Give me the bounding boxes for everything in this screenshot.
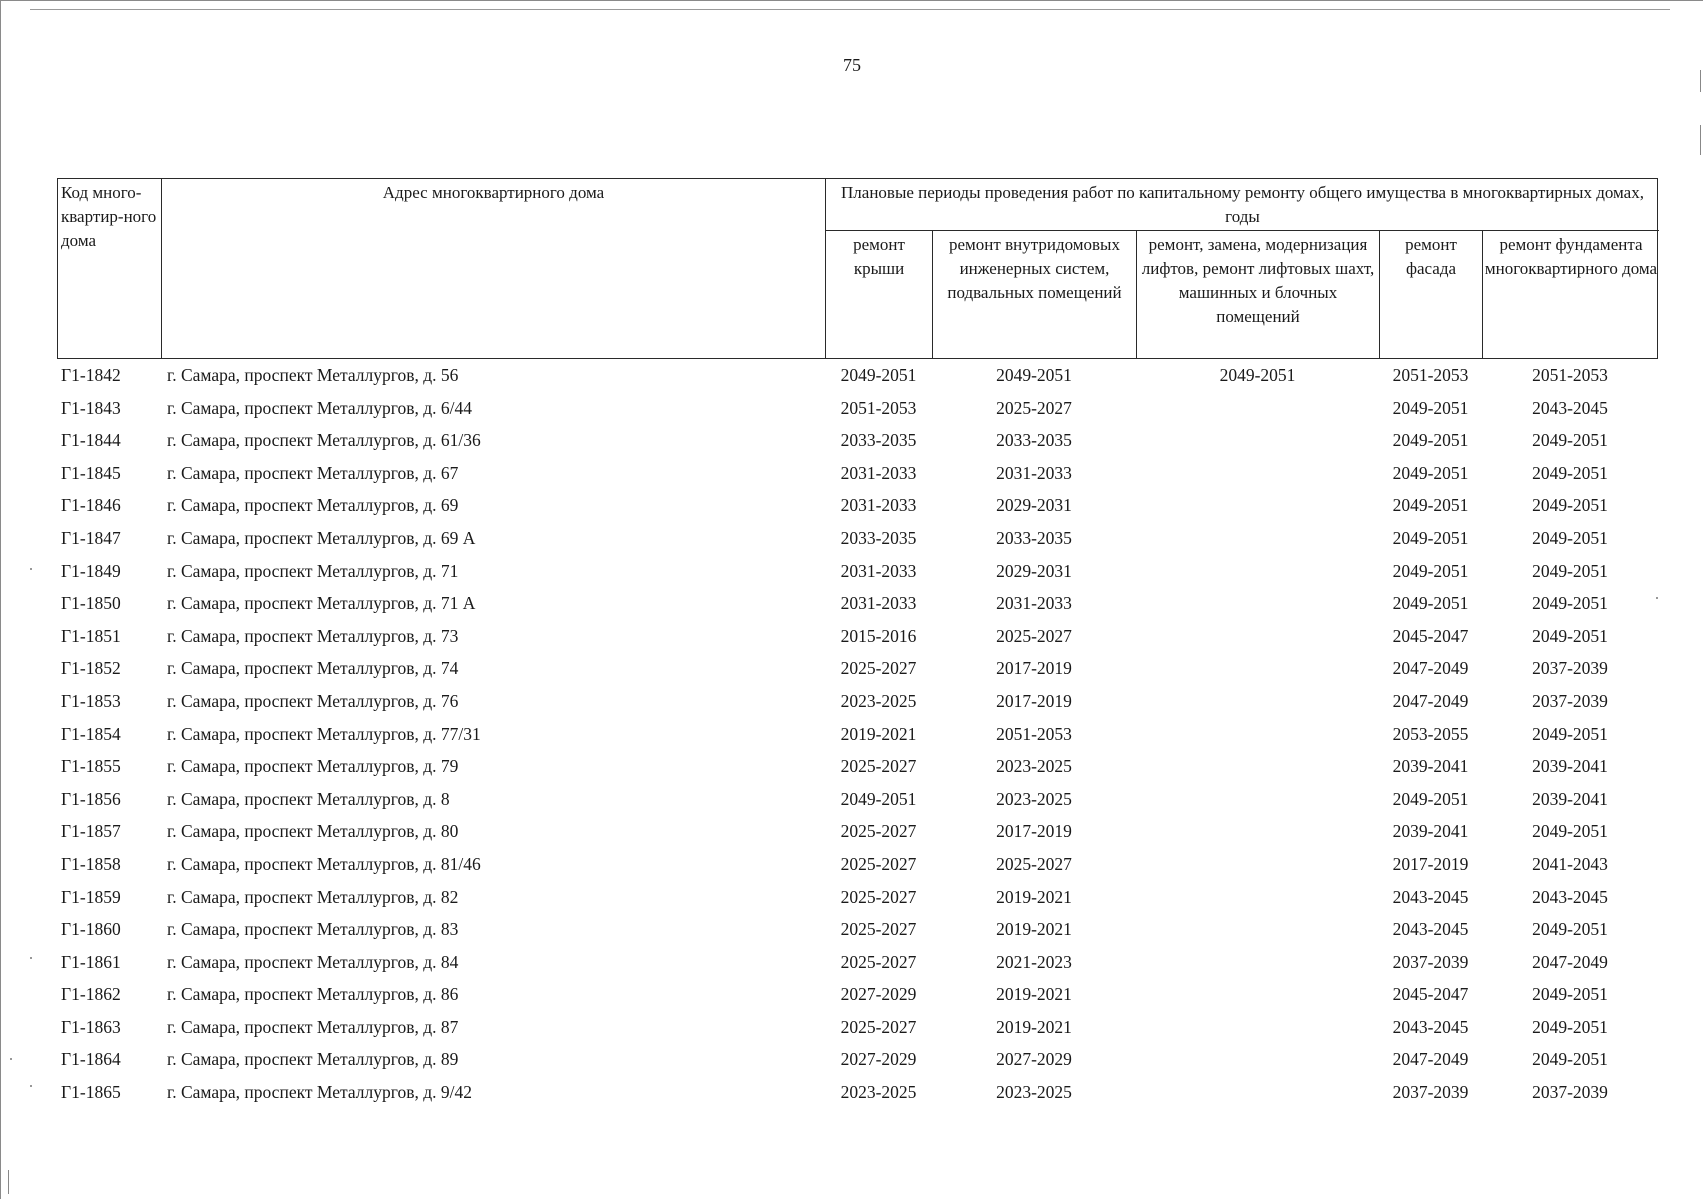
cell-code: Г1-1846 (61, 495, 121, 516)
header-lifts: ремонт, замена, модернизация лифтов, ремонт лифтовых шахт, машинных и блочных помещений (1137, 231, 1380, 358)
table-row (57, 815, 1658, 848)
cell-code: Г1-1865 (61, 1082, 121, 1103)
table-row (57, 652, 1658, 685)
cell-address: г. Самара, проспект Металлургов, д. 74 (167, 658, 459, 679)
cell-foundation: 2049-2051 (1532, 984, 1608, 1005)
cell-facade: 2049-2051 (1392, 560, 1469, 581)
cell-lifts (1136, 1043, 1379, 1076)
scan-speck (30, 957, 32, 959)
cell-roof: 2019-2021 (840, 723, 917, 744)
header-foundation: ремонт фундамента многоквартирного дома (1484, 235, 1658, 278)
cell-facade: 2053-2055 (1392, 723, 1469, 744)
cell-systems: 2025-2027 (996, 397, 1072, 418)
cell-code: Г1-1857 (61, 821, 121, 842)
top-scan-line (30, 9, 1670, 10)
cell-roof: 2025-2027 (840, 886, 917, 907)
cell-lifts (1136, 815, 1379, 848)
cell-address: г. Самара, проспект Металлургов, д. 71 (167, 560, 459, 581)
cell-lifts (1136, 392, 1379, 425)
cell-foundation: 2049-2051 (1532, 527, 1608, 548)
table-row (57, 978, 1658, 1011)
cell-foundation: 2037-2039 (1532, 1082, 1608, 1103)
cell-facade: 2043-2045 (1392, 1016, 1469, 1037)
cell-foundation: 2051-2053 (1532, 365, 1608, 385)
cell-foundation: 2039-2041 (1532, 788, 1608, 809)
cell-roof: 2025-2027 (840, 951, 917, 972)
table-row (57, 522, 1658, 555)
cell-code: Г1-1858 (61, 853, 121, 874)
header-code: Код много-квартир-ного дома (58, 179, 162, 358)
cell-code: Г1-1863 (61, 1016, 121, 1037)
cell-roof: 2049-2051 (840, 365, 917, 385)
cell-lifts (1136, 555, 1379, 588)
cell-roof: 2025-2027 (840, 756, 917, 777)
cell-systems: 2019-2021 (996, 919, 1072, 940)
table-row (57, 750, 1658, 783)
cell-address: г. Самара, проспект Металлургов, д. 6/44 (167, 397, 472, 418)
cell-facade: 2049-2051 (1392, 593, 1469, 614)
cell-roof: 2025-2027 (840, 821, 917, 842)
table-row (57, 1076, 1658, 1109)
table-row (57, 913, 1658, 946)
cell-address: г. Самара, проспект Металлургов, д. 71 А (167, 593, 476, 614)
cell-address: г. Самара, проспект Металлургов, д. 79 (167, 756, 459, 777)
cell-systems: 2017-2019 (996, 690, 1072, 711)
table-row (57, 424, 1658, 457)
scan-speck (10, 1058, 12, 1060)
cell-facade: 2047-2049 (1392, 658, 1469, 679)
cell-lifts (1136, 718, 1379, 751)
cell-lifts (1136, 685, 1379, 718)
cell-address: г. Самара, проспект Металлургов, д. 8 (167, 788, 450, 809)
cell-foundation: 2043-2045 (1532, 397, 1608, 418)
cell-facade: 2047-2049 (1392, 1049, 1469, 1070)
scan-speck (1656, 597, 1658, 599)
cell-foundation: 2049-2051 (1532, 430, 1608, 451)
cell-foundation: 2049-2051 (1532, 821, 1608, 842)
cell-roof: 2031-2033 (840, 560, 917, 581)
cell-roof: 2015-2016 (840, 625, 917, 646)
table-row (57, 718, 1658, 751)
cell-facade: 2051-2053 (1392, 365, 1469, 385)
cell-address: г. Самара, проспект Металлургов, д. 87 (167, 1016, 459, 1037)
cell-address: г. Самара, проспект Металлургов, д. 82 (167, 886, 459, 907)
cell-foundation: 2049-2051 (1532, 1016, 1608, 1037)
scan-speck (30, 568, 32, 570)
cell-facade: 2049-2051 (1392, 462, 1469, 483)
cell-systems: 2023-2025 (996, 788, 1072, 809)
cell-foundation: 2043-2045 (1532, 886, 1608, 907)
cell-code: Г1-1843 (61, 397, 121, 418)
cell-address: г. Самара, проспект Металлургов, д. 9/42 (167, 1082, 472, 1103)
cell-address: г. Самара, проспект Металлургов, д. 81/46 (167, 853, 481, 874)
cell-foundation: 2049-2051 (1532, 1049, 1608, 1070)
cell-facade: 2043-2045 (1392, 886, 1469, 907)
cell-facade: 2049-2051 (1392, 495, 1469, 516)
cell-lifts (1136, 620, 1379, 653)
header-systems: ремонт внутридомовых инженерных систем, подвальных помещений (933, 231, 1137, 358)
table-row (57, 848, 1658, 881)
cell-lifts (1136, 424, 1379, 457)
cell-lifts (1136, 457, 1379, 490)
cell-foundation: 2049-2051 (1532, 625, 1608, 646)
scan-speck (30, 1085, 32, 1087)
capital-repair-table (57, 178, 1658, 1109)
cell-systems: 2025-2027 (996, 625, 1072, 646)
cell-systems: 2029-2031 (996, 495, 1072, 516)
cell-systems: 2017-2019 (996, 658, 1072, 679)
cell-roof: 2025-2027 (840, 1016, 917, 1037)
cell-facade: 2049-2051 (1392, 527, 1469, 548)
header-roof: ремонт крыши (826, 231, 933, 358)
cell-foundation: 2039-2041 (1532, 756, 1608, 777)
cell-facade: 2037-2039 (1392, 951, 1469, 972)
cell-foundation: 2049-2051 (1532, 919, 1608, 940)
cell-code: Г1-1849 (61, 560, 121, 581)
cell-lifts (1136, 750, 1379, 783)
table-row (57, 783, 1658, 816)
cell-roof: 2027-2029 (840, 984, 917, 1005)
cell-foundation: 2037-2039 (1532, 690, 1608, 711)
cell-code: Г1-1852 (61, 658, 121, 679)
cell-code: Г1-1860 (61, 919, 121, 940)
cell-facade: 2043-2045 (1392, 919, 1469, 940)
scan-mark (1700, 125, 1701, 155)
table-row (57, 620, 1658, 653)
cell-systems: 2023-2025 (996, 1082, 1072, 1103)
table-row (57, 1011, 1658, 1044)
table-row (57, 946, 1658, 979)
cell-systems: 2033-2035 (996, 527, 1072, 548)
cell-address: г. Самара, проспект Металлургов, д. 80 (167, 821, 459, 842)
cell-lifts (1136, 946, 1379, 979)
cell-roof: 2031-2033 (840, 462, 917, 483)
table-row (57, 392, 1658, 425)
table-row (57, 587, 1658, 620)
cell-code: Г1-1845 (61, 462, 121, 483)
cell-lifts (1136, 881, 1379, 914)
cell-address: г. Самара, проспект Металлургов, д. 67 (167, 462, 459, 483)
cell-address: г. Самара, проспект Металлургов, д. 56 (167, 365, 459, 385)
table-row (57, 1043, 1658, 1076)
cell-address: г. Самара, проспект Металлургов, д. 77/31 (167, 723, 481, 744)
header-address: Адрес многоквартирного дома (162, 179, 826, 358)
cell-code: Г1-1850 (61, 593, 121, 614)
cell-facade: 2049-2051 (1392, 397, 1469, 418)
cell-foundation: 2049-2051 (1532, 560, 1608, 581)
cell-code: Г1-1847 (61, 527, 121, 548)
cell-foundation: 2041-2043 (1532, 853, 1608, 874)
cell-roof: 2049-2051 (840, 788, 917, 809)
cell-systems: 2049-2051 (996, 365, 1072, 385)
cell-address: г. Самара, проспект Металлургов, д. 84 (167, 951, 459, 972)
cell-code: Г1-1851 (61, 625, 121, 646)
cell-roof: 2023-2025 (840, 1082, 917, 1103)
cell-lifts (1136, 848, 1379, 881)
cell-foundation: 2049-2051 (1532, 462, 1608, 483)
cell-code: Г1-1862 (61, 984, 121, 1005)
cell-systems: 2021-2023 (996, 951, 1072, 972)
page-number: 75 (843, 55, 861, 75)
table-row (57, 881, 1658, 914)
scan-mark (8, 1170, 9, 1194)
header-facade: ремонт фасада (1380, 231, 1483, 358)
scan-mark (1700, 70, 1701, 92)
cell-facade: 2017-2019 (1392, 853, 1469, 874)
cell-systems: 2023-2025 (996, 756, 1072, 777)
cell-systems: 2025-2027 (996, 853, 1072, 874)
cell-lifts (1136, 783, 1379, 816)
cell-address: г. Самара, проспект Металлургов, д. 89 (167, 1049, 459, 1070)
cell-lifts (1136, 913, 1379, 946)
table-header (57, 178, 1658, 359)
cell-systems: 2017-2019 (996, 821, 1072, 842)
cell-roof: 2033-2035 (840, 527, 917, 548)
cell-foundation: 2049-2051 (1532, 723, 1608, 744)
cell-roof: 2031-2033 (840, 495, 917, 516)
cell-lifts: 2049-2051 (1219, 365, 1296, 385)
cell-address: г. Самара, проспект Металлургов, д. 69 А (167, 527, 476, 548)
cell-systems: 2027-2029 (996, 1049, 1072, 1070)
cell-facade: 2045-2047 (1392, 625, 1469, 646)
cell-systems: 2019-2021 (996, 984, 1072, 1005)
cell-code: Г1-1854 (61, 723, 121, 744)
cell-facade: 2039-2041 (1392, 821, 1469, 842)
cell-lifts (1136, 652, 1379, 685)
cell-address: г. Самара, проспект Металлургов, д. 61/36 (167, 430, 481, 451)
cell-code: Г1-1859 (61, 886, 121, 907)
cell-systems: 2029-2031 (996, 560, 1072, 581)
table-row (57, 457, 1658, 490)
cell-roof: 2031-2033 (840, 593, 917, 614)
cell-lifts (1136, 489, 1379, 522)
cell-code: Г1-1861 (61, 951, 121, 972)
cell-lifts (1136, 978, 1379, 1011)
cell-systems: 2019-2021 (996, 1016, 1072, 1037)
cell-foundation: 2037-2039 (1532, 658, 1608, 679)
cell-systems: 2019-2021 (996, 886, 1072, 907)
cell-facade: 2039-2041 (1392, 756, 1469, 777)
cell-foundation: 2049-2051 (1532, 593, 1608, 614)
cell-address: г. Самара, проспект Металлургов, д. 73 (167, 625, 459, 646)
cell-foundation: 2049-2051 (1532, 495, 1608, 516)
cell-systems: 2033-2035 (996, 430, 1072, 451)
cell-lifts (1136, 522, 1379, 555)
header-periods: Плановые периоды проведения работ по капитальному ремонту общего имущества в многоквартирных домах, годы (826, 179, 1659, 231)
cell-roof: 2023-2025 (840, 690, 917, 711)
table-row (57, 489, 1658, 522)
cell-facade: 2047-2049 (1392, 690, 1469, 711)
table-row (57, 359, 1658, 392)
cell-lifts (1136, 1011, 1379, 1044)
cell-facade: 2045-2047 (1392, 984, 1469, 1005)
cell-facade: 2049-2051 (1392, 430, 1469, 451)
cell-code: Г1-1856 (61, 788, 121, 809)
cell-roof: 2025-2027 (840, 853, 917, 874)
cell-systems: 2031-2033 (996, 462, 1072, 483)
table-row (57, 685, 1658, 718)
cell-systems: 2051-2053 (996, 723, 1072, 744)
cell-code: Г1-1853 (61, 690, 121, 711)
cell-code: Г1-1855 (61, 756, 121, 777)
table-row (57, 555, 1658, 588)
cell-code: Г1-1844 (61, 430, 121, 451)
cell-address: г. Самара, проспект Металлургов, д. 83 (167, 919, 459, 940)
cell-code: Г1-1864 (61, 1049, 121, 1070)
cell-roof: 2051-2053 (840, 397, 917, 418)
cell-roof: 2025-2027 (840, 919, 917, 940)
table-body (57, 359, 1658, 1109)
cell-roof: 2025-2027 (840, 658, 917, 679)
cell-facade: 2037-2039 (1392, 1082, 1469, 1103)
cell-code: Г1-1842 (61, 365, 121, 385)
cell-lifts (1136, 587, 1379, 620)
cell-roof: 2033-2035 (840, 430, 917, 451)
cell-lifts (1136, 1076, 1379, 1109)
cell-facade: 2049-2051 (1392, 788, 1469, 809)
cell-foundation: 2047-2049 (1532, 951, 1608, 972)
cell-address: г. Самара, проспект Металлургов, д. 69 (167, 495, 459, 516)
cell-systems: 2031-2033 (996, 593, 1072, 614)
cell-address: г. Самара, проспект Металлургов, д. 86 (167, 984, 459, 1005)
cell-address: г. Самара, проспект Металлургов, д. 76 (167, 690, 459, 711)
cell-roof: 2027-2029 (840, 1049, 917, 1070)
